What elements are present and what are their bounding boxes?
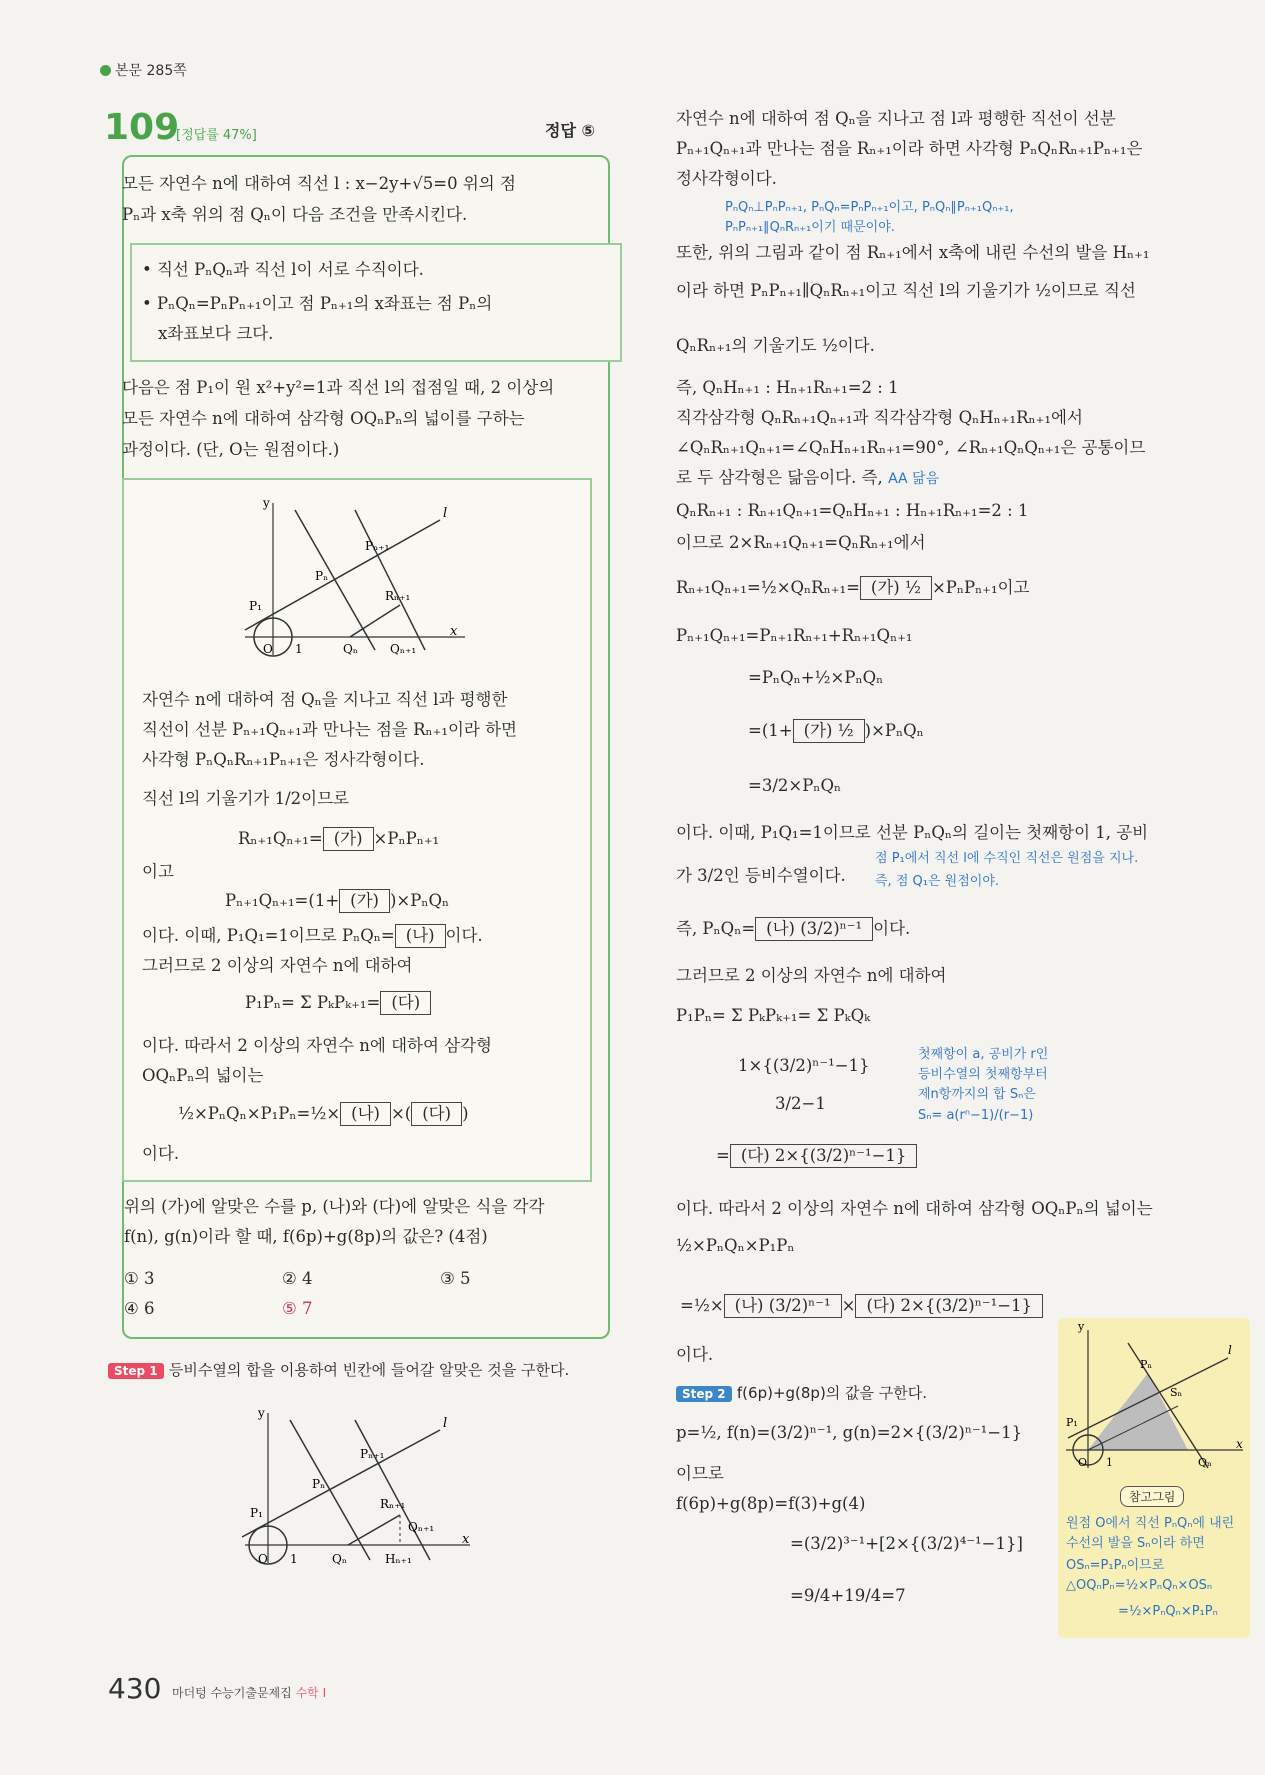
right-note-7: 제n항까지의 합 Sₙ은: [918, 1087, 1036, 1102]
right-line-11: QₙRₙ₊₁ : Rₙ₊₁Qₙ₊₁=QₙHₙ₊₁ : Hₙ₊₁Rₙ₊₁=2 : 1: [676, 501, 1029, 520]
right-line-15: =PₙQₙ+½×PₙQₙ: [748, 668, 884, 687]
fig2-y-label: y: [258, 1406, 265, 1420]
fig2-p1-label: P₁: [250, 1506, 263, 1520]
answer-da-2: (다) 2×{(3/2)ⁿ⁻¹−1}: [855, 1294, 1043, 1318]
note-one-label: 1: [1106, 1456, 1113, 1469]
step2-line-5: =9/4+19/4=7: [790, 1586, 906, 1605]
note-p1-label: P₁: [1066, 1416, 1078, 1429]
process-line-2: 직선이 선분 Pₙ₊₁Qₙ₊₁과 만나는 점을 Rₙ₊₁이라 하면: [142, 720, 517, 739]
process-line-12: OQₙPₙ의 넓이는: [142, 1066, 264, 1085]
blank-na: (나): [395, 924, 446, 948]
fig2-rn1-label: Rₙ₊₁: [380, 1497, 406, 1511]
process-line-7: Pₙ₊₁Qₙ₊₁=(1+ (가) )×PₙQₙ: [225, 885, 449, 916]
choice-1[interactable]: ① 3: [124, 1269, 155, 1288]
answer-ga: (가) ½: [860, 576, 932, 600]
reference-note: [1058, 1318, 1250, 1638]
fig2-qn1-label: Qₙ₊₁: [408, 1520, 435, 1534]
step2-tag: Step 2: [676, 1386, 732, 1402]
right-line-5: 이라 하면 PₙPₙ₊₁∥QₙRₙ₊₁이고 직선 l의 기울기가 ½이므로 직선: [676, 281, 1136, 300]
step2-line-1: p=½, f(n)=(3/2)ⁿ⁻¹, g(n)=2×{(3/2)ⁿ⁻¹−1}: [676, 1423, 1023, 1442]
process-line-10: P₁Pₙ= Σ PₖPₖ₊₁= (다): [245, 987, 431, 1018]
right-line-21: 그러므로 2 이상의 자연수 n에 대하여: [676, 966, 947, 985]
right-line-8: 직각삼각형 QₙRₙ₊₁Qₙ₊₁과 직각삼각형 QₙHₙ₊₁Rₙ₊₁에서: [676, 408, 1083, 427]
subject-label: 수학 I: [295, 1686, 327, 1700]
right-line-27: ½×PₙQₙ×P₁Pₙ: [676, 1236, 795, 1255]
right-line-19: 가 3/2인 등비수열이다.: [676, 866, 846, 885]
right-line-13: Rₙ₊₁Qₙ₊₁=½×QₙRₙ₊₁= (가) ½ ×PₙPₙ₊₁이고: [676, 572, 1029, 603]
answer-da: (다) 2×{(3/2)ⁿ⁻¹−1}: [730, 1144, 918, 1168]
right-note-8: Sₙ= a(rⁿ−1)/(r−1): [918, 1108, 1034, 1123]
right-line-14: Pₙ₊₁Qₙ₊₁=Pₙ₊₁Rₙ₊₁+Rₙ₊₁Qₙ₊₁: [676, 626, 913, 645]
figure-step1: [230, 1405, 490, 1570]
bullet-icon: [100, 65, 111, 76]
step2-line-3: f(6p)+g(8p)=f(3)+g(4): [676, 1494, 866, 1513]
right-note-2: PₙPₙ₊₁∥QₙRₙ₊₁이기 때문이야.: [725, 220, 895, 235]
line-pn1qn1: [355, 510, 425, 650]
fig-p1-label: P₁: [249, 599, 262, 613]
note-o-label: O: [1078, 1456, 1088, 1469]
note-text-2: 수선의 발을 Sₙ이라 하면: [1066, 1536, 1205, 1551]
note-text-1: 원점 O에서 직선 PₙQₙ에 내린: [1066, 1516, 1235, 1531]
triangle-oqnpn: [1088, 1373, 1188, 1450]
right-line-28: =½× (나) (3/2)ⁿ⁻¹ × (다) 2×{(3/2)ⁿ⁻¹−1}: [680, 1290, 1043, 1321]
problem-intro-2: Pₙ과 x축 위의 점 Qₙ이 다음 조건을 만족시킨다.: [122, 205, 468, 224]
process-line-8: 이다. 이때, P₁Q₁=1이므로 PₙQₙ= (나) 이다.: [142, 920, 483, 951]
condition-3: x좌표보다 크다.: [158, 324, 274, 343]
step1-heading: Step 1 등비수열의 합을 이용하여 빈칸에 들어갈 알맞은 것을 구한다.: [108, 1354, 569, 1387]
right-line-16: =(1+ (가) ½ )×PₙQₙ: [748, 715, 924, 746]
aa-similarity-note: AA 닮음: [888, 471, 940, 487]
right-line-22: P₁Pₙ= Σ PₖPₖ₊₁= Σ PₖQₖ: [676, 1006, 871, 1025]
note-text-3: OSₙ=P₁Pₙ이므로: [1066, 1558, 1165, 1573]
process-line-6: 이고: [142, 862, 174, 881]
fig-pn1-label: Pₙ₊₁: [365, 539, 390, 553]
question-line-1: 위의 (가)에 알맞은 수를 p, (나)와 (다)에 알맞은 식을 각각: [124, 1197, 545, 1216]
reference-label: 본문 285쪽: [100, 60, 187, 80]
fig-qn1-label: Qₙ₊₁: [390, 642, 417, 656]
process-line-11: 이다. 따라서 2 이상의 자연수 n에 대하여 삼각형: [142, 1036, 492, 1055]
fig2-hn1-label: Hₙ₊₁: [385, 1552, 412, 1566]
line-qnrn1: [350, 605, 400, 637]
answer-ga-2: (가) ½: [793, 719, 865, 743]
note-text-5: =½×PₙQₙ×P₁Pₙ: [1118, 1604, 1218, 1619]
note-y-label: y: [1078, 1320, 1085, 1333]
task-line-1: 다음은 점 P₁이 원 x²+y²=1과 직선 l의 접점일 때, 2 이상의: [122, 378, 555, 397]
right-note-5: 첫째항이 a, 공비가 r인: [918, 1047, 1049, 1062]
right-line-12: 이므로 2×Rₙ₊₁Qₙ₊₁=QₙRₙ₊₁에서: [676, 533, 926, 552]
book-title: 마더텅 수능기출문제집 수학 I: [172, 1686, 327, 1700]
process-line-3: 사각형 PₙQₙRₙ₊₁Pₙ₊₁은 정사각형이다.: [142, 750, 425, 769]
step2-line-2: 이므로: [676, 1464, 724, 1483]
right-line-17: =3/2×PₙQₙ: [748, 776, 842, 795]
fig-y-label: y: [263, 496, 270, 510]
fig-o-label: O: [263, 642, 273, 656]
task-line-2: 모든 자연수 n에 대하여 삼각형 OQₙPₙ의 넓이를 구하는: [122, 409, 525, 428]
right-note-1: PₙQₙ⊥PₙPₙ₊₁, PₙQₙ=PₙPₙ₊₁이고, PₙQₙ∥Pₙ₊₁Qₙ₊₁,: [725, 200, 1014, 215]
step1-tag: Step 1: [108, 1363, 164, 1379]
answer-na-2: (나) (3/2)ⁿ⁻¹: [724, 1294, 842, 1318]
note-qn-label: Qₙ: [1198, 1456, 1212, 1469]
right-note-3: 점 P₁에서 직선 l에 수직인 직선은 원점을 지나.: [875, 851, 1139, 866]
choice-4[interactable]: ④ 6: [124, 1299, 155, 1318]
choice-3[interactable]: ③ 5: [440, 1269, 471, 1288]
fig2-qn-label: Qₙ: [332, 1552, 348, 1566]
right-line-23: 1×{(3/2)ⁿ⁻¹−1}: [738, 1056, 870, 1075]
fig-rn1-label: Rₙ₊₁: [385, 589, 411, 603]
fig-x-label: x: [450, 624, 458, 639]
note-l-label: l: [1228, 1343, 1232, 1357]
right-line-26: 이다. 따라서 2 이상의 자연수 n에 대하여 삼각형 OQₙPₙ의 넓이는: [676, 1199, 1153, 1218]
right-line-1: 자연수 n에 대하여 점 Qₙ을 지나고 점 l과 평행한 직선이 선분: [676, 109, 1116, 128]
condition-2: • PₙQₙ=PₙPₙ₊₁이고 점 Pₙ₊₁의 x좌표는 점 Pₙ의: [142, 294, 493, 313]
answer-na: (나) (3/2)ⁿ⁻¹: [755, 917, 873, 941]
right-note-6: 등비수열의 첫째항부터: [918, 1067, 1048, 1082]
process-line-5: Rₙ₊₁Qₙ₊₁= (가) ×PₙPₙ₊₁: [238, 823, 439, 854]
note-sn-label: Sₙ: [1170, 1386, 1183, 1399]
question-line-2: f(n), g(n)이라 할 때, f(6p)+g(8p)의 값은? (4점): [124, 1227, 488, 1246]
fig2-one-label: 1: [290, 1552, 298, 1566]
blank-da-2: (다): [411, 1102, 462, 1126]
process-line-4: 직선 l의 기울기가 1/2이므로: [142, 789, 349, 808]
fig2-x-label: x: [462, 1532, 470, 1547]
right-line-9: ∠QₙRₙ₊₁Qₙ₊₁=∠QₙHₙ₊₁Rₙ₊₁=90°, ∠Rₙ₊₁QₙQₙ₊₁은 공통이므: [676, 438, 1146, 457]
question-number: 109: [104, 107, 180, 148]
fig2-pn-label: Pₙ: [312, 1477, 326, 1491]
blank-ga-2: (가): [339, 889, 390, 913]
right-line-24: 3/2−1: [775, 1094, 826, 1113]
task-line-3: 과정이다. (단, O는 원점이다.): [122, 440, 340, 459]
page-number: 430: [108, 1672, 162, 1705]
blank-da: (다): [380, 991, 431, 1015]
note-pn-label: Pₙ: [1140, 1358, 1153, 1371]
right-line-6: QₙRₙ₊₁의 기울기도 ½이다.: [676, 336, 875, 355]
right-line-20: 즉, PₙQₙ= (나) (3/2)ⁿ⁻¹ 이다.: [676, 913, 910, 944]
choice-5-selected[interactable]: ⑤ 7: [282, 1299, 313, 1318]
note-text-4: △OQₙPₙ=½×PₙQₙ×OSₙ: [1066, 1578, 1213, 1593]
right-line-25: = (다) 2×{(3/2)ⁿ⁻¹−1}: [716, 1140, 917, 1171]
blank-ga: (가): [323, 827, 374, 851]
line-l: [245, 520, 440, 630]
process-line-13: ½×PₙQₙ×P₁Pₙ=½× (나) ×( (다) ): [178, 1098, 469, 1129]
right-note-4: 즉, 점 Q₁은 원점이야.: [875, 874, 1000, 889]
note-title: 참고그림: [1120, 1486, 1184, 1507]
right-line-2: Pₙ₊₁Qₙ₊₁과 만나는 점을 Rₙ₊₁이라 하면 사각형 PₙQₙRₙ₊₁Pₙ₊₁은: [676, 139, 1143, 158]
note-x-label: x: [1236, 1437, 1243, 1451]
step2-line-4: =(3/2)³⁻¹+[2×{(3/2)⁴⁻¹−1}]: [790, 1534, 1023, 1553]
fig2-pn1-label: Pₙ₊₁: [360, 1447, 385, 1461]
choice-2[interactable]: ② 4: [282, 1269, 313, 1288]
note-figure: [1058, 1318, 1250, 1478]
fig-pn-label: Pₙ: [315, 569, 329, 583]
fig-one-label: 1: [295, 642, 303, 656]
fig-qn-label: Qₙ: [343, 642, 359, 656]
step2-heading: Step 2 f(6p)+g(8p)의 값을 구한다.: [676, 1377, 927, 1410]
line-qnrn1-2: [348, 1515, 400, 1545]
blank-na-2: (나): [340, 1102, 391, 1126]
right-line-3: 정사각형이다.: [676, 169, 777, 188]
answer-label: 정답 ⑤: [545, 121, 596, 140]
right-line-4: 또한, 위의 그림과 같이 점 Rₙ₊₁에서 x축에 내린 수선의 발을 Hₙ₊₁: [676, 243, 1150, 262]
right-line-29: 이다.: [676, 1345, 714, 1364]
process-line-14: 이다.: [142, 1144, 180, 1163]
fig2-l-label: l: [443, 1416, 448, 1431]
fig-l-label: l: [443, 506, 448, 521]
condition-1: • 직선 PₙQₙ과 직선 l이 서로 수직이다.: [142, 260, 424, 279]
process-line-9: 그러므로 2 이상의 자연수 n에 대하여: [142, 956, 413, 975]
process-line-1: 자연수 n에 대하여 점 Qₙ을 지나고 직선 l과 평행한: [142, 690, 508, 709]
right-line-7: 즉, QₙHₙ₊₁ : Hₙ₊₁Rₙ₊₁=2 : 1: [676, 378, 899, 397]
right-line-10: 로 두 삼각형은 닮음이다. 즉, AA 닮음: [676, 468, 940, 487]
right-line-18: 이다. 이때, P₁Q₁=1이므로 선분 PₙQₙ의 길이는 첫째항이 1, 공비: [676, 823, 1149, 842]
figure-process: [225, 495, 485, 660]
accuracy-rate: [정답률 47%]: [176, 128, 257, 143]
problem-intro-1: 모든 자연수 n에 대하여 직선 l : x−2y+√5=0 위의 점: [122, 174, 516, 193]
fig2-o-label: O: [258, 1552, 268, 1566]
